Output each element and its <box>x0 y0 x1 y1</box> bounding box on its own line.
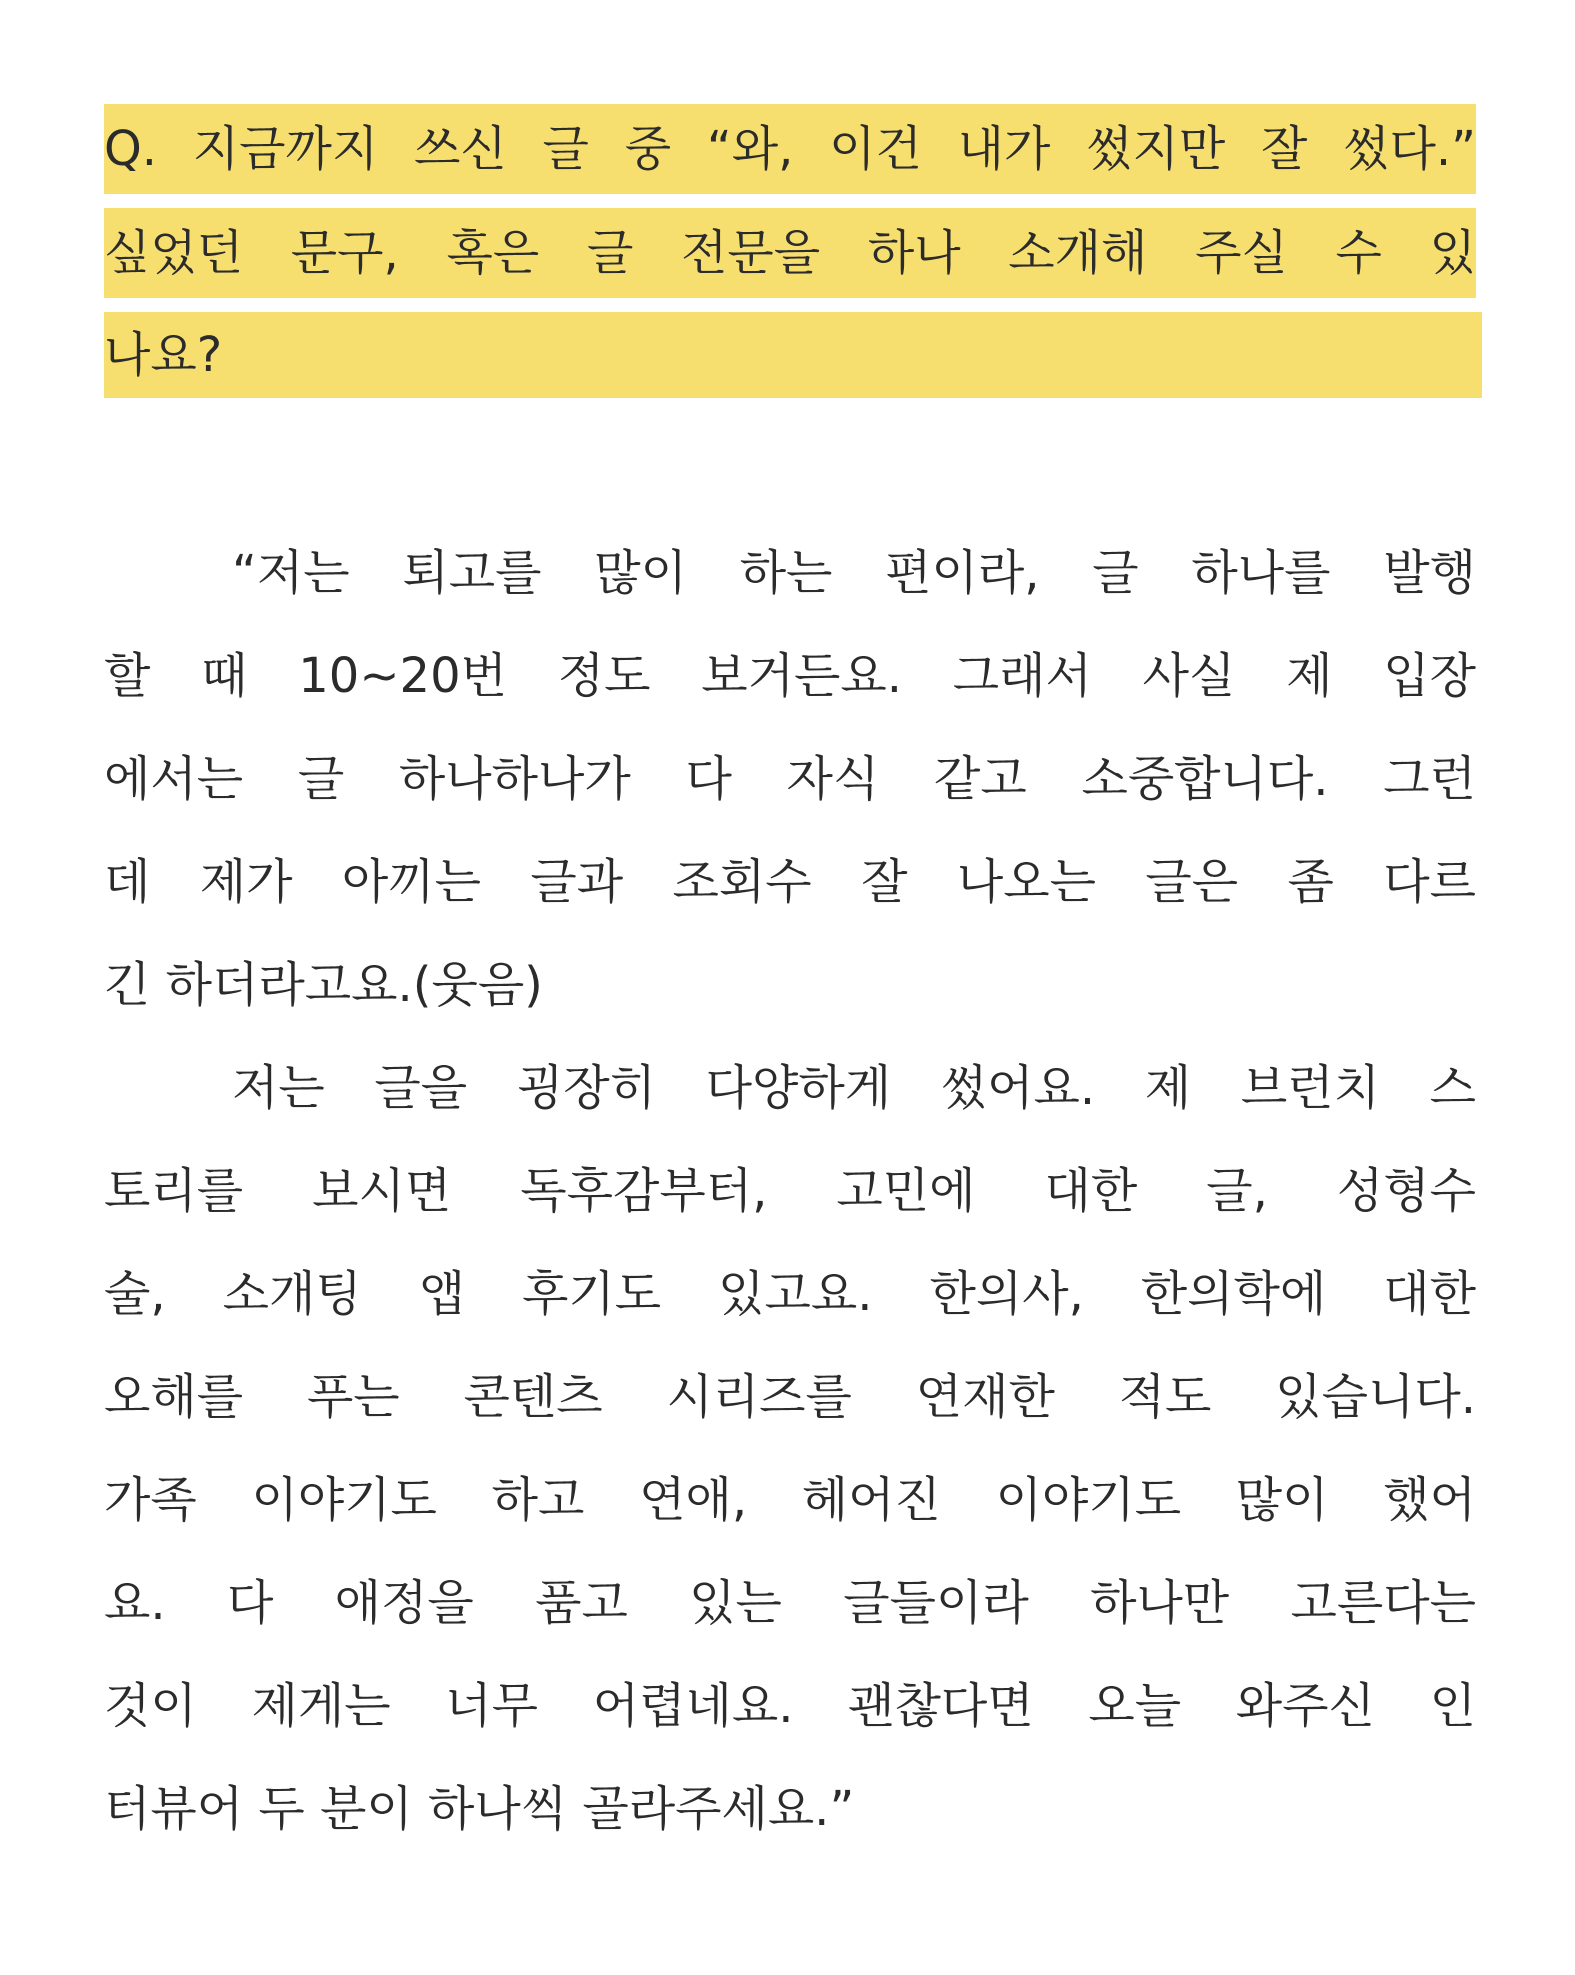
answer-line-6: 저는 글을 굉장히 다양하게 썼어요. 제 브런치 스 <box>232 1060 1476 1116</box>
answer-line-9: 오해를 푸는 콘텐츠 시리즈를 연재한 적도 있습니다. <box>104 1369 1476 1425</box>
answer-line-12: 것이 제게는 너무 어렵네요. 괜찮다면 오늘 와주신 인 <box>104 1678 1476 1734</box>
answer-line-2: 할 때 10~20번 정도 보거든요. 그래서 사실 제 입장 <box>104 648 1476 704</box>
answer-line-11: 요. 다 애정을 품고 있는 글들이라 하나만 고른다는 <box>104 1575 1476 1631</box>
answer-line-13: 터뷰어 두 분이 하나씩 골라주세요.” <box>104 1781 855 1837</box>
question-line-1: Q. 지금까지 쓰신 글 중 “와, 이건 내가 썼지만 잘 썼다.” <box>104 104 1476 194</box>
question-line-3: 나요? <box>104 312 1482 398</box>
answer-line-10: 가족 이야기도 하고 연애, 헤어진 이야기도 많이 했어 <box>104 1472 1476 1528</box>
answer-line-4: 데 제가 아끼는 글과 조회수 잘 나오는 글은 좀 다르 <box>104 854 1476 910</box>
question-line-2: 싶었던 문구, 혹은 글 전문을 하나 소개해 주실 수 있 <box>104 208 1476 298</box>
answer-line-1: “저는 퇴고를 많이 하는 편이라, 글 하나를 발행 <box>232 545 1476 601</box>
answer-line-8: 술, 소개팅 앱 후기도 있고요. 한의사, 한의학에 대한 <box>104 1266 1476 1322</box>
answer-line-3: 에서는 글 하나하나가 다 자식 같고 소중합니다. 그런 <box>104 751 1476 807</box>
answer-line-7: 토리를 보시면 독후감부터, 고민에 대한 글, 성형수 <box>104 1163 1476 1219</box>
answer-line-5: 긴 하더라고요.(웃음) <box>104 957 543 1013</box>
